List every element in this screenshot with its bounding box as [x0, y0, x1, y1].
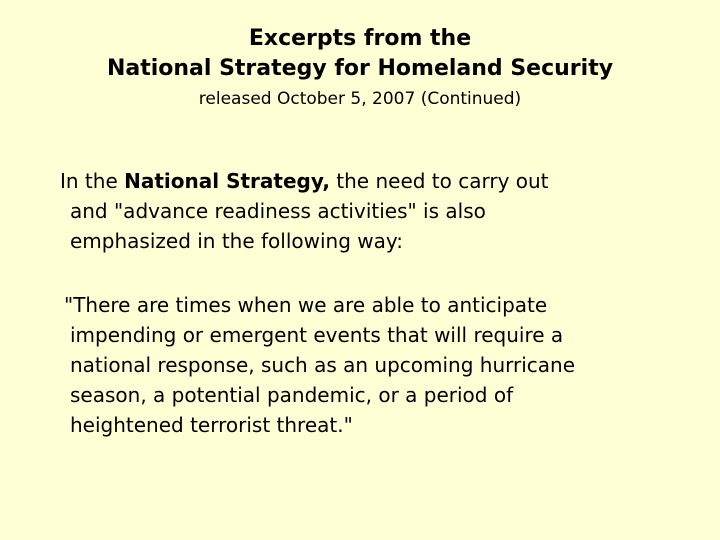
quote-line-2: impending or emergent events that will require a — [70, 323, 564, 347]
quote-paragraph — [64, 290, 575, 440]
paragraph-intro-line-1 — [60, 166, 549, 196]
title-line-1: Excerpts from the — [248, 26, 472, 51]
title-line-2: National Strategy for Homeland Security — [106, 56, 614, 81]
quote-line-4: season, a potential pandemic, or a period of — [70, 383, 514, 407]
quote-line-1: "There are times when we are able to anticipate — [64, 293, 548, 317]
paragraph-intro-prefix: In the — [60, 169, 125, 193]
title-block — [0, 24, 720, 110]
paragraph-intro-line-2: and "advance readiness activities" is also — [70, 199, 486, 223]
paragraph-intro-bold-term: National Strategy, — [124, 169, 330, 193]
quote-line-3: national response, such as an upcoming hurricane — [70, 353, 576, 377]
paragraph-intro-line-3: emphasized in the following way: — [70, 229, 404, 253]
subtitle: released October 5, 2007 (Continued) — [198, 89, 522, 109]
paragraph-intro — [60, 166, 549, 256]
quote-line-5: heightened terrorist threat." — [70, 413, 353, 437]
paragraph-intro-rest: the need to carry out — [329, 169, 549, 193]
